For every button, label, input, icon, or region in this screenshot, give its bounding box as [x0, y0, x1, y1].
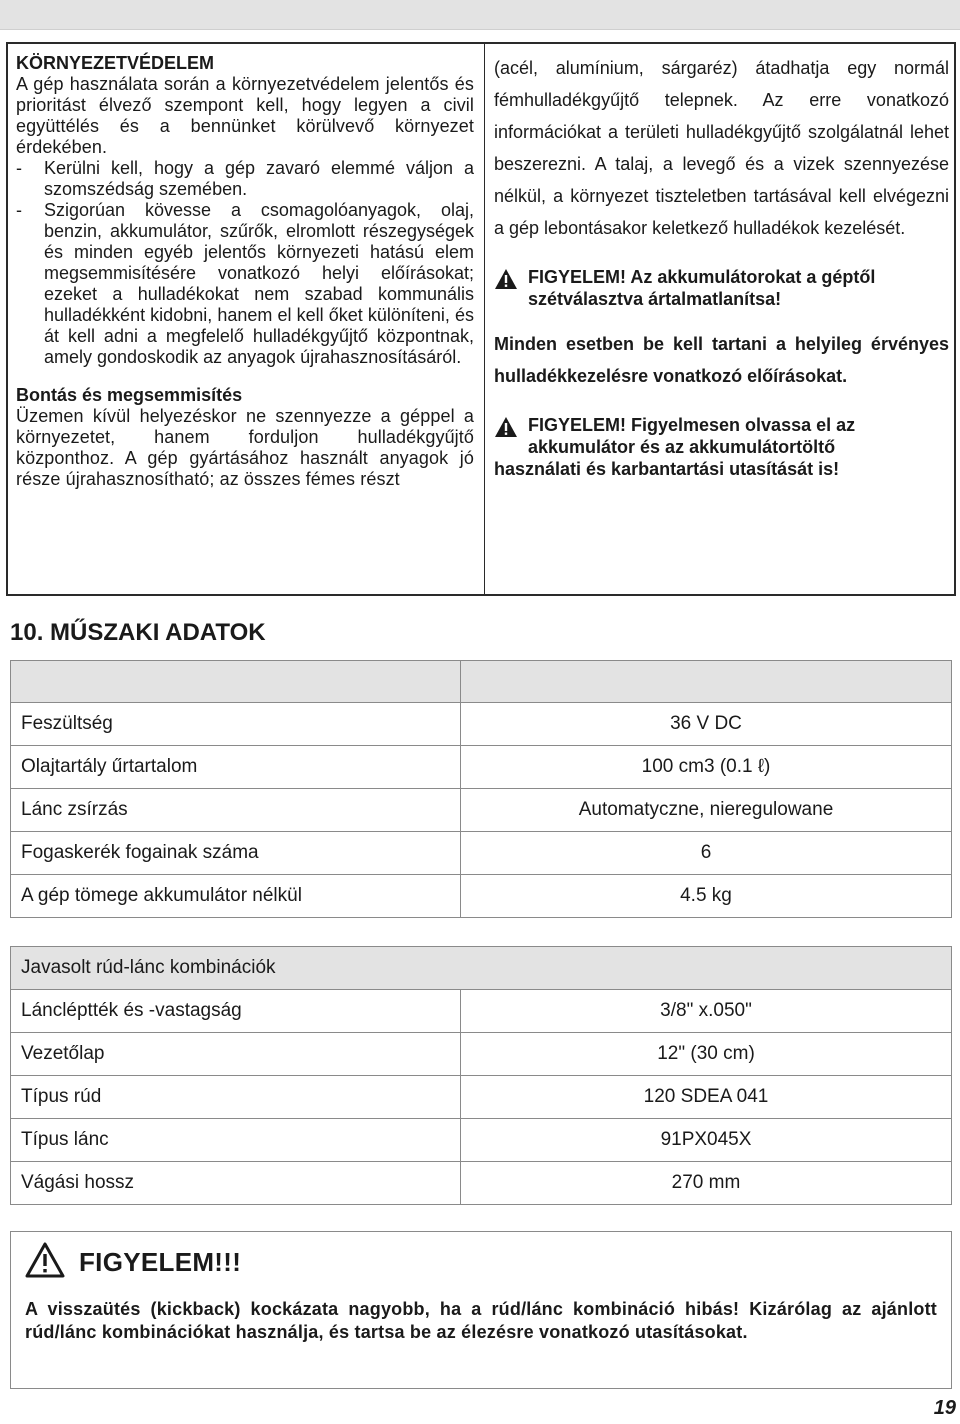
disposal-text: Üzemen kívül helyezéskor ne szennyezze a géppel a környezetet, hanem forduljon hulladékgyűjtő központhoz. A gép gyártásához használt anyagok jó része újrahasznosítható; az összes fémes részt: [16, 406, 474, 489]
row-label: Olajtartály űrtartalom: [11, 746, 461, 789]
row-value: 12" (30 cm): [461, 1033, 952, 1076]
bullet-dash: -: [16, 200, 22, 220]
battery-warning: [494, 266, 949, 310]
warning-triangle-icon: [494, 414, 528, 443]
row-value: 6: [461, 832, 952, 875]
row-value: 3/8" x.050": [461, 990, 952, 1033]
kickback-warning-title: FIGYELEM!!!: [79, 1247, 242, 1277]
row-value: 36 V DC: [461, 703, 952, 746]
warning-triangle-icon: [494, 266, 528, 295]
row-value: Automatyczne, nieregulowane: [461, 789, 952, 832]
row-label: Lánc zsírzás: [11, 789, 461, 832]
page-number: 19: [933, 1397, 956, 1419]
warning-outline-icon: [25, 1242, 65, 1283]
environment-intro: A gép használata során a környezetvédelem jelentős és prioritást élvező szempont kell, hogy legyen a civil együttélés és a bennünket körülvevő környezet érdekében.: [16, 74, 474, 157]
section-title: 10. MŰSZAKI ADATOK: [10, 619, 266, 646]
environment-title: KÖRNYEZETVÉDELEM: [16, 53, 215, 73]
row-value: 120 SDEA 041: [461, 1076, 952, 1119]
row-value: 270 mm: [461, 1162, 952, 1205]
table-row: [11, 789, 952, 832]
manual-warning-continued: használati és karbantartási utasítását is!: [494, 459, 840, 479]
row-value: 100 cm3 (0.1 ℓ): [461, 746, 952, 789]
row-label: Láncléptték és -vastagság: [11, 990, 461, 1033]
table-header-row: [11, 947, 952, 990]
disposal-text-continued: (acél, alumínium, sárgaréz) átadhatja egy normál fémhulladékgyűjtő telepnek. Az erre vonatkozó információkat a területi hulladékgyűjtő szolgálatnál lehet beszerezni. A talaj, a levegő és a vizek szennyezése nélkül, a környezet tiszteletben tartásával kell elvégezni a gép lebontásakor keletkező hulladékok kezelését.: [494, 58, 949, 238]
tech-data-table: [10, 660, 952, 918]
combination-header: Javasolt rúd-lánc kombinációk: [11, 947, 952, 990]
bullet-item: [16, 200, 474, 368]
table-header-row: [11, 661, 952, 703]
local-rules-text: Minden esetben be kell tartani a helyileg érvényes hulladékkezelésre vonatkozó előírásokat.: [494, 334, 949, 386]
kickback-warning-box: [10, 1231, 952, 1389]
kickback-warning-header: [25, 1242, 241, 1283]
environment-box: [6, 42, 956, 596]
table-row: [11, 1076, 952, 1119]
row-value: 91PX045X: [461, 1119, 952, 1162]
row-label: Vágási hossz: [11, 1162, 461, 1205]
top-bar: [0, 0, 960, 30]
row-label: A gép tömege akkumulátor nélkül: [11, 875, 461, 918]
bullet-dash: -: [16, 158, 22, 178]
table-row: [11, 832, 952, 875]
environment-right-column: [494, 52, 949, 480]
environment-left-column: [16, 52, 474, 490]
table-row: [11, 703, 952, 746]
row-label: Típus lánc: [11, 1119, 461, 1162]
bullet-text: Kerülni kell, hogy a gép zavaró elemmé váljon a szomszédság szemében.: [44, 158, 474, 199]
row-label: Típus rúd: [11, 1076, 461, 1119]
table-row: [11, 1119, 952, 1162]
table-row: [11, 1162, 952, 1205]
table-row: [11, 746, 952, 789]
table-header-cell: [11, 661, 461, 703]
table-row: [11, 1033, 952, 1076]
bullet-text: Szigorúan kövesse a csomagolóanyagok, olaj, benzin, akkumulátor, szűrők, elromlott részegységek és minden egyéb jelentős környezeti hatású elem megsemmisítésére vonatkozó helyi előírásokat; ezeket a hulladékokat nem szabad kommunális hulladékként kidobni, hanem el kell őket különíteni, és át kell adni a megfelelő hulladékgyűjtő központnak, amely gondoskodik az anyagok újrahasznosításáról.: [44, 200, 474, 367]
row-value: 4.5 kg: [461, 875, 952, 918]
row-label: Feszültség: [11, 703, 461, 746]
table-header-cell: [461, 661, 952, 703]
row-label: Fogaskerék fogainak száma: [11, 832, 461, 875]
kickback-warning-text: A visszaütés (kickback) kockázata nagyobb, ha a rúd/lánc kombináció hibás! Kizárólag az ajánlott rúd/lánc kombinációkat használja, és tartsa be az élezésre vonatkozó utasításokat.: [25, 1299, 937, 1342]
battery-warning-text: FIGYELEM! Az akkumulátorokat a géptől szétválasztva ártalmatlanítsa!: [528, 267, 876, 309]
bullet-item: [16, 158, 474, 200]
table-row: [11, 875, 952, 918]
combination-table: [10, 946, 952, 1205]
row-label: Vezetőlap: [11, 1033, 461, 1076]
manual-warning: [494, 414, 949, 458]
table-row: [11, 990, 952, 1033]
disposal-title: Bontás és megsemmisítés: [16, 385, 243, 405]
manual-warning-text: FIGYELEM! Figyelmesen olvassa el az akkumulátor és az akkumulátortöltő: [528, 415, 856, 457]
